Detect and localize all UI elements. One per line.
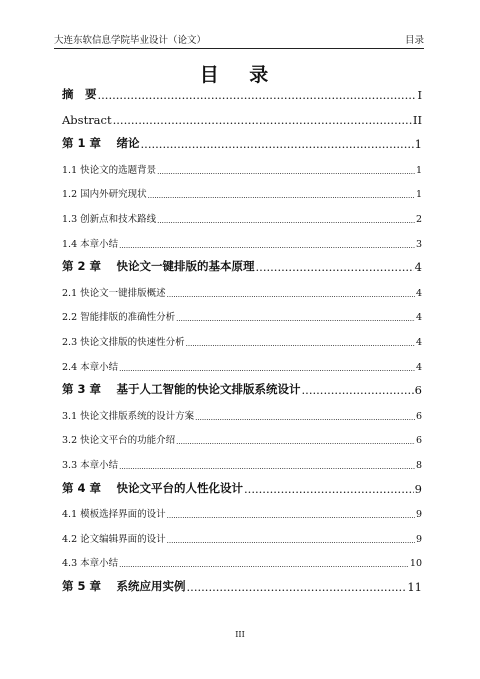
toc-entry-label: 4.2 论文编辑界面的设计: [62, 533, 166, 545]
toc-entry-page: 1: [414, 137, 422, 152]
toc-leader-dots: [113, 113, 412, 127]
toc-leader-dots: [119, 365, 415, 373]
toc-leader-dots: [244, 482, 414, 496]
toc-entry-page: 3: [415, 238, 422, 250]
toc-entry[interactable]: [62, 529, 422, 545]
toc-entry[interactable]: [62, 332, 422, 348]
toc-entry-label: 2.4 本章小结: [62, 361, 119, 373]
toc-entry-label: 摘 要: [62, 87, 97, 101]
page-header: [54, 34, 424, 49]
toc-entry-page: 4: [415, 312, 422, 324]
toc-leader-dots: [119, 561, 409, 569]
toc-leader-dots: [176, 438, 415, 446]
toc-entry[interactable]: [62, 283, 422, 299]
toc-entry-page: 9: [414, 481, 422, 496]
toc-leader-dots: [98, 88, 417, 102]
toc-entry[interactable]: [62, 160, 422, 176]
toc-entry-label: 1.3 创新点和技术路线: [62, 214, 157, 225]
toc-leader-dots: [167, 291, 415, 299]
toc-leader-dots: [195, 414, 415, 422]
page-number: III: [235, 630, 245, 639]
toc-entry-page: 4: [415, 337, 422, 348]
toc-entry-label: 第 3 章 基于人工智能的快论文排版系统设计: [62, 382, 301, 397]
toc-entry-page: 1: [415, 164, 422, 176]
toc-leader-dots: [157, 217, 415, 225]
toc-leader-dots: [148, 192, 415, 200]
toc-leader-dots: [119, 463, 415, 471]
toc-entry[interactable]: [62, 455, 422, 471]
toc-entry-label: 2.3 快论文排版的快速性分析: [62, 337, 185, 348]
toc-entry-page: 6: [415, 435, 422, 447]
toc-entry[interactable]: [62, 258, 422, 274]
toc-entry-page: 6: [415, 410, 422, 422]
toc-leader-dots: [167, 512, 415, 520]
toc-entry-label: 第 2 章 快论文一键排版的基本原理: [62, 259, 255, 274]
header-title: 大连东软信息学院毕业设计（论文）: [54, 35, 207, 46]
toc-leader-dots: [176, 315, 415, 323]
toc-leader-dots: [186, 340, 415, 348]
toc-entry-label: 3.1 快论文排版系统的设计方案: [62, 410, 195, 422]
toc-leader-dots: [141, 137, 414, 151]
toc-leader-dots: [119, 242, 415, 250]
toc-entry-label: 3.2 快论文平台的功能介绍: [62, 435, 176, 447]
toc-entry[interactable]: [62, 553, 422, 569]
toc-entry-page: 8: [415, 460, 422, 471]
toc-entry-label: 第 5 章 系统应用实例: [62, 579, 186, 593]
toc-entry-page: 4: [415, 361, 422, 373]
toc-entry-page: 11: [407, 580, 422, 594]
toc-entry-page: 4: [415, 287, 422, 299]
toc-leader-dots: [167, 537, 415, 545]
toc-entry[interactable]: [62, 406, 422, 422]
toc-entry[interactable]: [62, 504, 422, 520]
toc-entry-page: II: [412, 112, 422, 127]
toc-entry-label: 1.2 国内外研究现状: [62, 189, 147, 201]
toc-entry-page: 9: [415, 509, 422, 521]
toc-entry-label: 1.4 本章小结: [62, 238, 119, 250]
toc-entry-label: 3.3 本章小结: [62, 460, 119, 471]
toc-entry-page: 1: [415, 189, 422, 201]
toc-entry-label: 4.3 本章小结: [62, 558, 119, 570]
toc-entry-page: 9: [415, 533, 422, 545]
toc-entry-label: 第 4 章 快论文平台的人性化设计: [62, 480, 244, 495]
toc-entry-label: 4.1 模板选择界面的设计: [62, 509, 166, 521]
toc-entry[interactable]: [62, 86, 422, 102]
toc-entry-page: 10: [409, 558, 422, 570]
toc-entry-label: 2.2 智能排版的准确性分析: [62, 312, 176, 324]
toc-leader-dots: [256, 260, 414, 274]
page-title: 目 录: [199, 64, 281, 86]
toc-leader-dots: [187, 580, 407, 594]
toc-entry[interactable]: [62, 111, 422, 127]
toc-entry-label: 1.1 快论文的选题背景: [62, 164, 157, 176]
toc-entry-page: 6: [414, 383, 422, 398]
toc-entry-label: 2.1 快论文一键排版概述: [62, 287, 166, 299]
toc-entry-page: 4: [414, 260, 422, 275]
toc-leader-dots: [302, 383, 414, 397]
toc-entry[interactable]: [62, 430, 422, 446]
toc-entry[interactable]: [62, 209, 422, 225]
toc-entry-page: I: [417, 88, 422, 102]
header-section: 目录: [404, 35, 424, 46]
toc-entry[interactable]: [62, 480, 422, 496]
toc-entry[interactable]: [62, 184, 422, 200]
toc-entry-label: 第 1 章 绪论: [62, 136, 140, 151]
toc-entry-label: Abstract: [62, 112, 112, 127]
toc-leader-dots: [157, 168, 415, 176]
toc-entry[interactable]: [62, 357, 422, 373]
toc-entry[interactable]: [62, 381, 422, 397]
toc-entry[interactable]: [62, 135, 422, 151]
toc-entry-page: 2: [415, 214, 422, 225]
toc-entry[interactable]: [62, 234, 422, 250]
toc-entry[interactable]: [62, 578, 422, 594]
toc-entry[interactable]: [62, 307, 422, 323]
